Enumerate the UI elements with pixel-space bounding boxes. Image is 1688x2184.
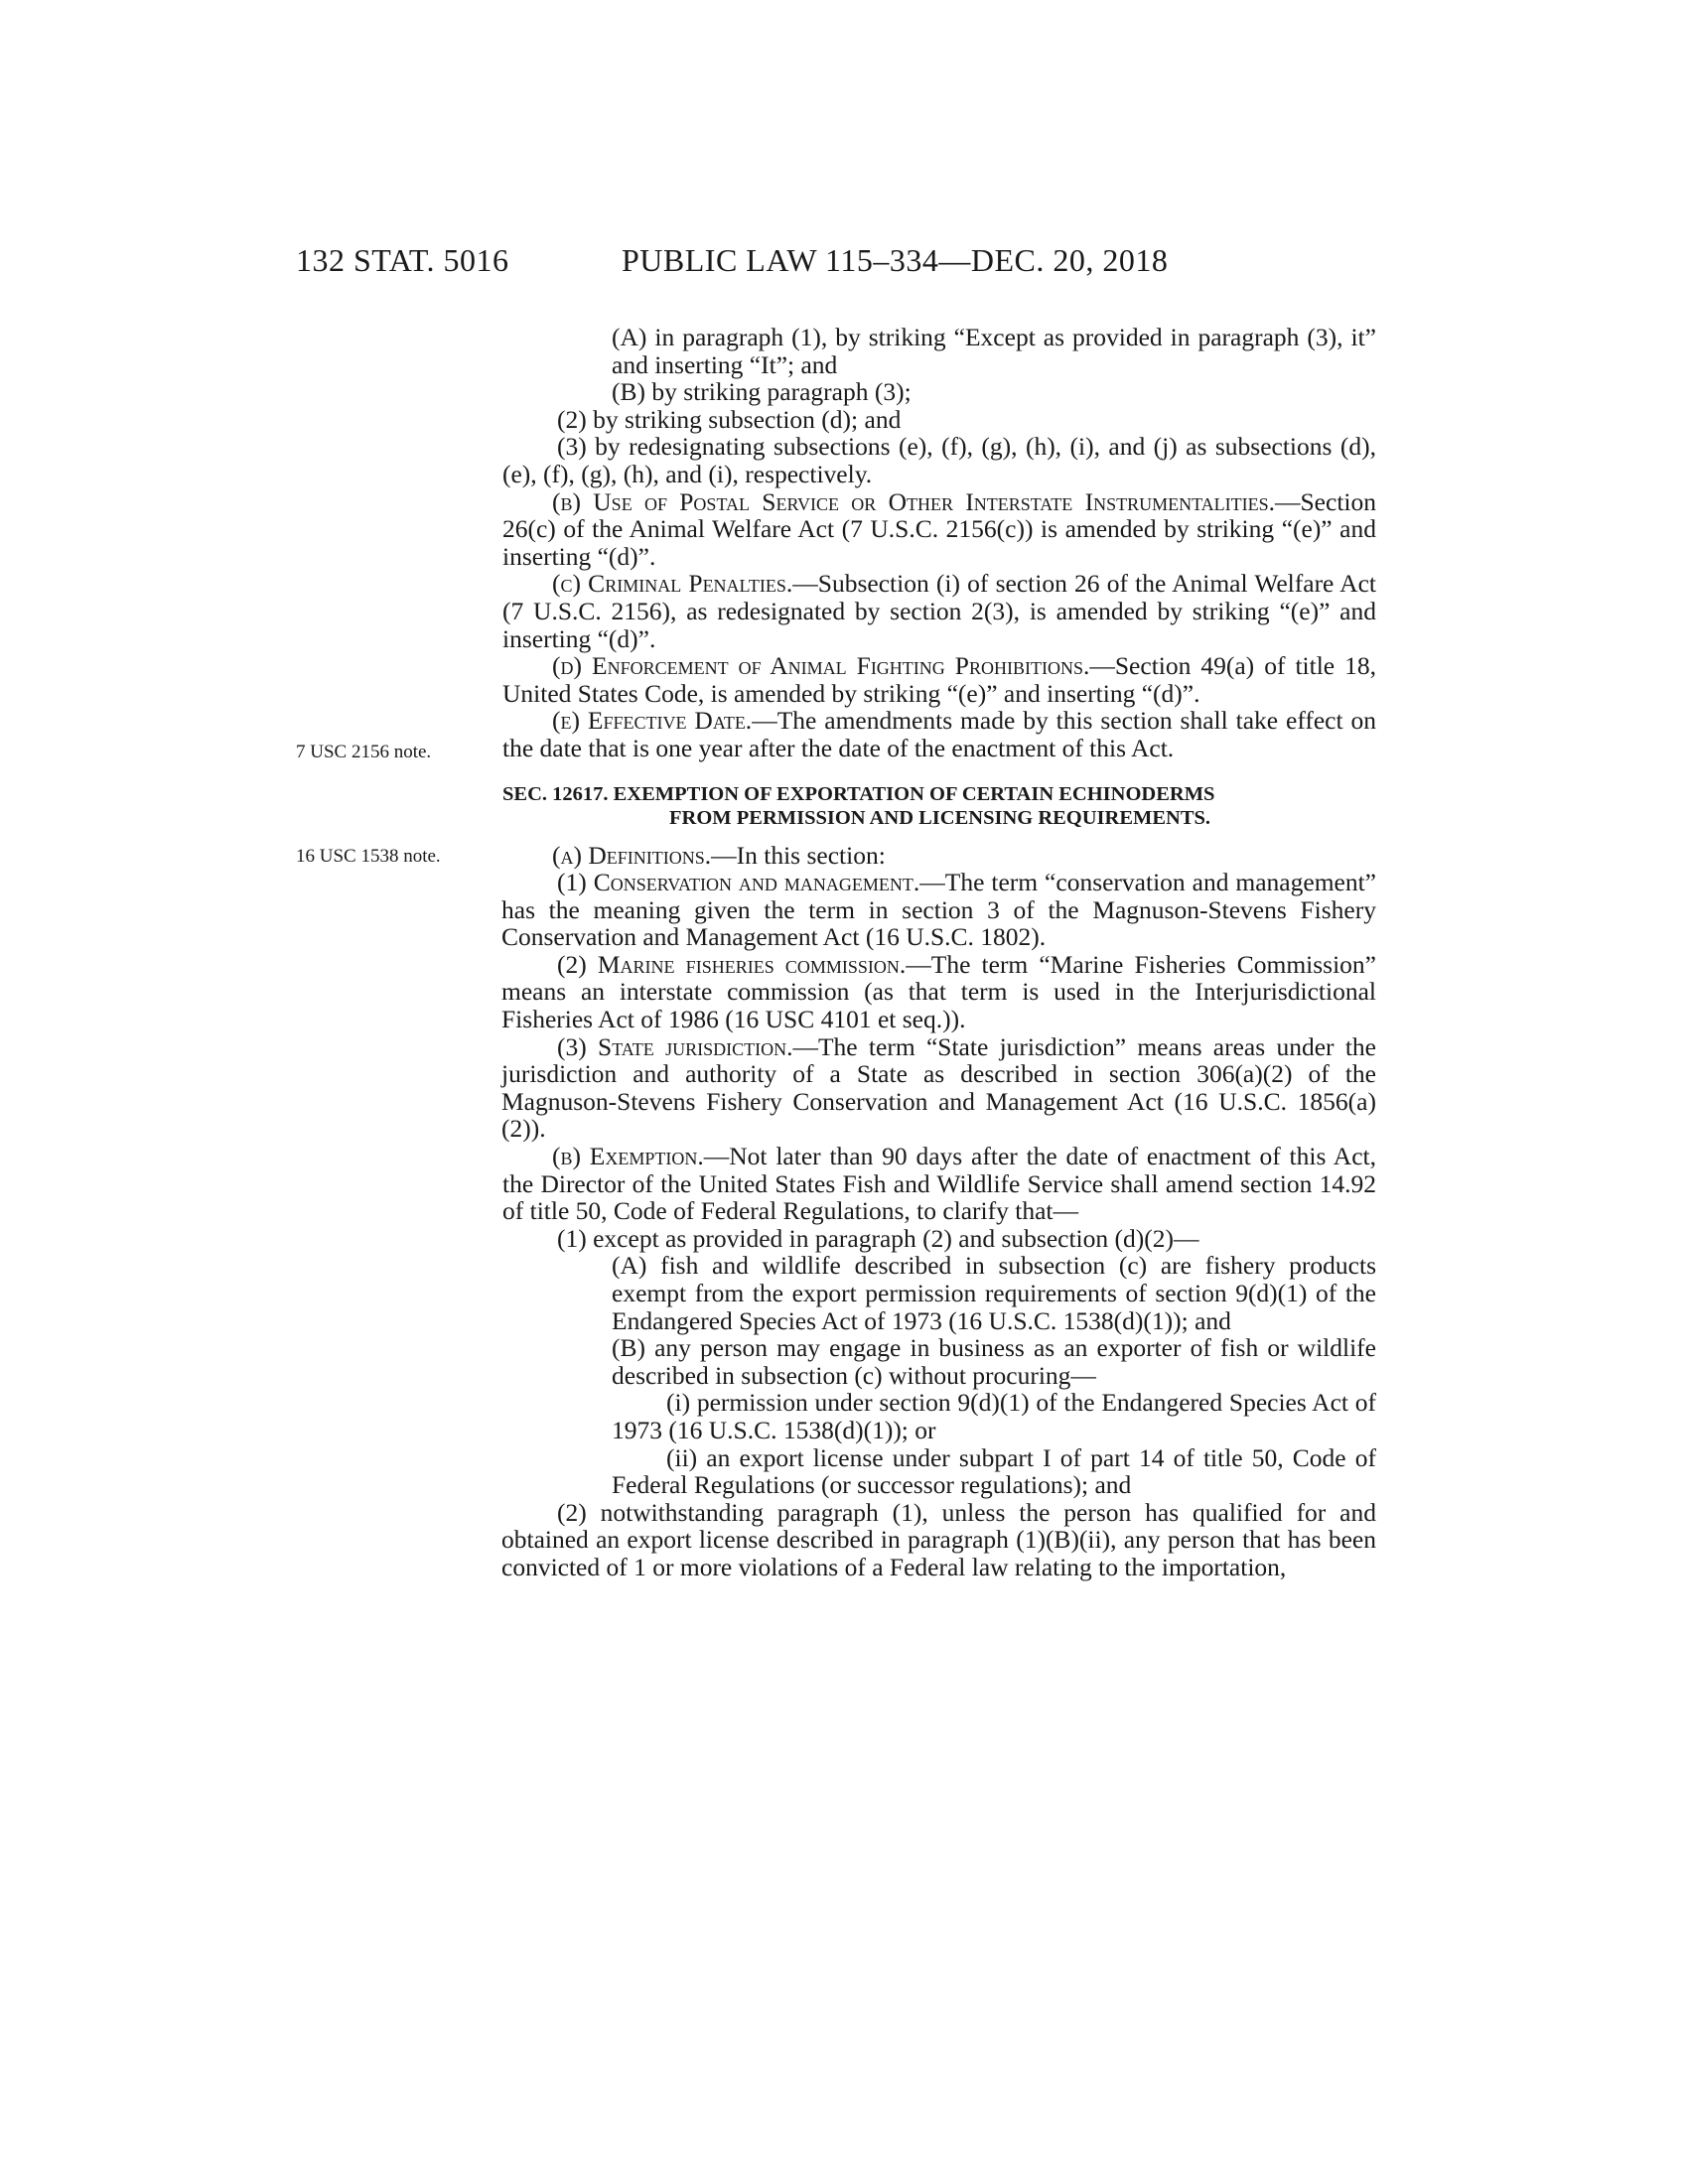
definition-3-heading: (3) State jurisdiction. xyxy=(557,1031,793,1061)
subsection-b-text: —Section 26(c) of the Animal Welfare Act (7 U.S.C. 2156(c)) is amended by striking “(e)” and inserting “(d)”. xyxy=(502,486,1376,571)
subsection-d xyxy=(502,652,1376,707)
definitions-text: —In this section: xyxy=(711,840,886,870)
subsection-d-text: —Section 49(a) of title 18, United States Code, is amended by striking “(e)” and inserting “(d)”. xyxy=(502,651,1376,708)
subsection-e-text: —The amendments made by this section shall take effect on the date that is one year after the date of the enactment of this Act. xyxy=(502,706,1376,762)
exemption-paragraph-1: (1) except as provided in paragraph (2) and subsection (d)(2)— xyxy=(557,1223,1199,1253)
exemption-clause-a: (A) fish and wildlife described in subsection (c) are fishery products exempt from the export permission requirements of section 9(d)(1) of the Endangered Species Act of 1973 (16 U.S.C. 1538(d)(1)); and xyxy=(612,1251,1376,1335)
exemption-paragraph-2-block xyxy=(501,1497,1376,1581)
running-header-title: PUBLIC LAW 115–334—DEC. 20, 2018 xyxy=(622,242,1169,278)
subsection-b-exemption xyxy=(502,1143,1376,1225)
document-body xyxy=(502,324,1376,1581)
definitions-heading: (a) Definitions. xyxy=(552,840,712,870)
exemption-subclause-i: (i) permission under section 9(d)(1) of the Endangered Species Act of 1973 (16 U.S.C. 1538(d)(1)); or xyxy=(612,1388,1376,1444)
subsection-c-text: —Subsection (i) of section 26 of the Animal Welfare Act (7 U.S.C. 2156), as redesignated by section 2(3), is amended by striking “(e)” and inserting “(d)”. xyxy=(502,569,1376,653)
statute-page-reference: 132 STAT. 5016 xyxy=(296,242,509,278)
paragraph-2: (2) by striking subsection (d); and xyxy=(557,404,902,434)
clause-a-paragraph xyxy=(612,324,1376,378)
exemption-paragraph-2: (2) notwithstanding paragraph (1), unless the person has qualified for and obtained an export license described in paragraph (1)(B)(ii), any person that has been convicted of 1 or more violations of a Federal law relating to the importation, xyxy=(501,1497,1376,1581)
definition-2-text: —The term “Marine Fisheries Commission” means an interstate commission (as that term is used in the Interjurisdictional Fisheries Act of 1986 (16 USC 4101 et seq.)). xyxy=(501,949,1376,1034)
exemption-subclause-ii: (ii) an export license under subpart I of part 14 of title 50, Code of Federal Regulations (or successor regulations); and xyxy=(612,1442,1376,1500)
subsection-a-definitions xyxy=(502,842,1376,870)
subsection-c xyxy=(502,570,1376,652)
section-heading-line-1: SEC. 12617. EXEMPTION OF EXPORTATION OF CERTAIN ECHINODERMS xyxy=(502,782,1215,805)
margin-note-usc-2156: 7 USC 2156 note. xyxy=(296,742,432,762)
section-heading-line-2: FROM PERMISSION AND LICENSING REQUIREMENTS. xyxy=(669,806,1211,829)
subsection-c-heading: (c) Criminal Penalties. xyxy=(552,569,793,599)
definition-1-text: —The term “conservation and management” has the meaning given the term in section 3 of the Magnuson-Stevens Fishery Conservation and Management Act (16 U.S.C. 1802). xyxy=(501,868,1377,952)
margin-note-usc-1538: 16 USC 1538 note. xyxy=(296,846,441,867)
exemption-clauses-block xyxy=(612,1252,1376,1389)
subsection-b-heading: (b) Use of Postal Service or Other Interstate Instrumentalities. xyxy=(552,486,1275,516)
subsection-e-heading: (e) Effective Date. xyxy=(552,706,753,736)
exemption-text: —Not later than 90 days after the date of enactment of this Act, the Director of the United States Fish and Wildlife Service shall amend section 14.92 of title 50, Code of Federal Regulations, to clarify that— xyxy=(502,1142,1376,1226)
definition-1-heading: (1) Conservation and management. xyxy=(557,868,920,897)
exemption-clause-b: (B) any person may engage in business as an exporter of fish or wildlife described in subsection (c) without procuring— xyxy=(612,1333,1376,1390)
clause-block-a-b xyxy=(612,324,1376,406)
definition-3-text: —The term “State jurisdiction” means areas under the jurisdiction and authority of a State as described in section 306(a)(2) of the Magnuson-Stevens Fishery Conservation and Management Act (16 U.S.C. 1856(a)(2)). xyxy=(501,1031,1377,1144)
subsection-e xyxy=(502,707,1376,761)
exemption-paragraph-1-block xyxy=(557,1225,1376,1253)
exemption-heading: (b) Exemption. xyxy=(552,1142,704,1171)
definition-3 xyxy=(501,1033,1376,1143)
definition-2 xyxy=(501,951,1376,1033)
section-heading xyxy=(502,782,1376,830)
paragraph-3: (3) by redesignating subsections (e), (f), (g), (h), (i), and (j) as subsections (d), (e), (f), (g), (h), and (i), respectively. xyxy=(502,432,1376,488)
subsection-d-heading: (d) Enforcement of Animal Fighting Prohibitions. xyxy=(552,651,1090,681)
subsection-b xyxy=(502,488,1376,571)
exemption-subclauses-block xyxy=(612,1388,1376,1500)
definitions-block xyxy=(501,868,1377,1144)
clause-b-paragraph: (B) by striking paragraph (3); xyxy=(612,377,912,407)
definition-2-heading: (2) Marine fisheries commission. xyxy=(557,949,907,979)
definition-1 xyxy=(501,869,1376,951)
clause-a-text: (A) in paragraph (1), by striking “Except as provided in paragraph (3), it” and inserting “It”; and xyxy=(612,323,1376,379)
